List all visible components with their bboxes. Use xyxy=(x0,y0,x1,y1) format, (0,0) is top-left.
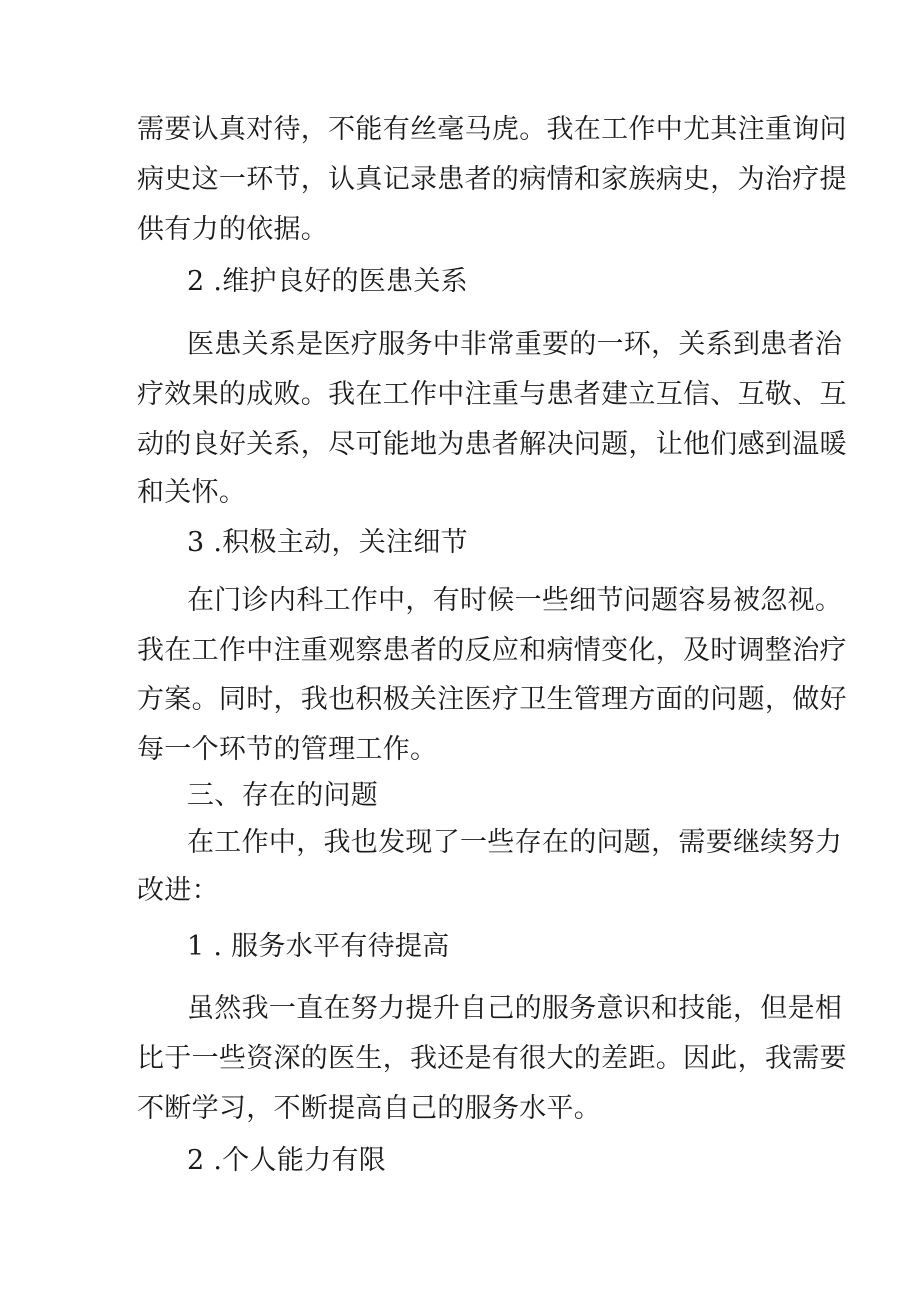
paragraph-line: 每一个环节的管理工作。 xyxy=(137,734,438,765)
paragraph-line: 我在工作中注重观察患者的反应和病情变化，及时调整治疗 xyxy=(137,635,847,666)
paragraph-line: 在工作中，我也发现了一些存在的问题，需要继续努力 xyxy=(187,827,843,858)
paragraph-line: 不断学习，不断提高自己的服务水平。 xyxy=(137,1093,602,1124)
paragraph-line: 在门诊内科工作中，有时候一些细节问题容易被忽视。 xyxy=(187,585,843,616)
paragraph-line: 方案。同时，我也积极关注医疗卫生管理方面的问题，做好 xyxy=(137,684,847,715)
paragraph-line: 改进： xyxy=(137,875,219,906)
paragraph-line: 需要认真对待，不能有丝毫马虎。我在工作中尤其注重询问 xyxy=(137,114,847,145)
section-heading: 2 .维护良好的医患关系 xyxy=(187,266,468,297)
paragraph-line: 医患关系是医疗服务中非常重要的一环，关系到患者治 xyxy=(187,329,843,360)
section-heading: 1 . 服务水平有待提高 xyxy=(187,931,450,962)
paragraph-line: 动的良好关系，尽可能地为患者解决问题，让他们感到温暖 xyxy=(137,429,847,460)
paragraph-line: 疗效果的成败。我在工作中注重与患者建立互信、互敬、互 xyxy=(137,379,847,410)
paragraph-line: 比于一些资深的医生，我还是有很大的差距。因此，我需要 xyxy=(137,1043,847,1074)
section-heading: 三、存在的问题 xyxy=(187,780,379,811)
paragraph-line: 供有力的依据。 xyxy=(137,214,329,245)
paragraph-line: 病史这一环节，认真记录患者的病情和家族病史，为治疗提 xyxy=(137,164,847,195)
section-heading: 2 .个人能力有限 xyxy=(187,1145,387,1176)
paragraph-line: 虽然我一直在努力提升自己的服务意识和技能，但是相 xyxy=(187,993,843,1024)
section-heading: 3 .积极主动，关注细节 xyxy=(187,527,468,558)
paragraph-line: 和关怀。 xyxy=(137,477,247,508)
